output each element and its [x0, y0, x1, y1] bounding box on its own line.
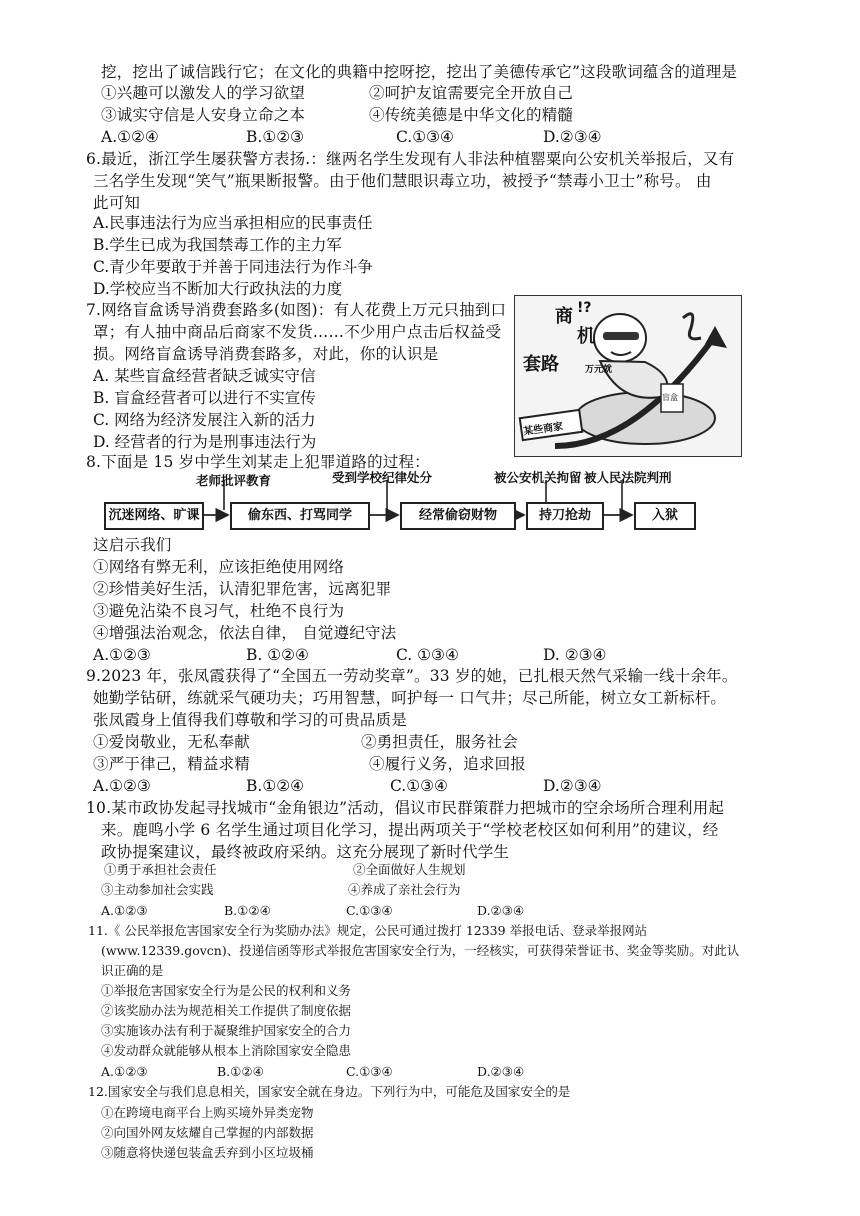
- flow-caption-1: 老师批评教育: [196, 473, 272, 488]
- q11-statement-4: ④发动群众就能够从根本上消除国家安全隐患: [101, 1043, 352, 1058]
- flow-step-3: 经常偷窃财物: [400, 502, 516, 530]
- q6-option-d[interactable]: D.学校应当不断加大行政执法的力度: [93, 280, 343, 298]
- q8-option-c[interactable]: C. ①③④: [396, 646, 459, 664]
- q11-option-b[interactable]: B.①②④: [217, 1064, 264, 1079]
- q10-option-a[interactable]: A.①②③: [101, 903, 148, 918]
- q8-option-b[interactable]: B. ①②④: [246, 646, 309, 664]
- q8-option-a[interactable]: A.①②③: [93, 646, 151, 664]
- q11-option-c[interactable]: C.①③④: [346, 1064, 393, 1079]
- q8-statement-4: ④增强法治观念，依法自律， 自觉遵纪守法: [93, 624, 397, 642]
- q9-stem-line-1: 9.2023 年，张凤霞获得了“全国五一劳动奖章”。33 岁的她，已扎根天然气采输一线十余年。: [86, 667, 738, 685]
- q10-statement-4: ④养成了亲社会行为: [348, 882, 461, 897]
- cartoon-label-3: 套路: [523, 354, 559, 375]
- q9-stem-line-2: 她勤学钻研，练就采气硬功夫；巧用智慧，呵护每一 口气井；尽己所能，树立女工新标杆。: [93, 689, 727, 707]
- q10-option-b[interactable]: B.①②④: [224, 903, 271, 918]
- flow-step-1: 沉迷网络、旷课: [104, 502, 204, 530]
- q9-statement-1: ①爱岗敬业，无私奉献: [93, 733, 251, 751]
- q7-option-c[interactable]: C. 网络为经济发展注入新的活力: [93, 411, 316, 429]
- q5-option-b[interactable]: B.①②③: [246, 128, 305, 146]
- q11-option-d[interactable]: D.②③④: [477, 1064, 525, 1079]
- q8-statement-2: ②珍惜美好生活，认清犯罪危害，远离犯罪: [93, 580, 392, 598]
- q11-option-a[interactable]: A.①②③: [101, 1064, 148, 1079]
- q7-option-a[interactable]: A. 某些盲盒经营者缺乏诚实守信: [93, 367, 316, 385]
- q12-statement-2: ②向国外网友炫耀自己掌握的内部数据: [101, 1125, 314, 1140]
- q5-stem: 挖，挖出了诚信践行它；在文化的典籍中挖呀挖，挖出了美德传承它”这段歌词蕴含的道理是: [101, 63, 738, 81]
- q10-stem-line-3: 政协提案建议，最终被政府采纳。这充分展现了新时代学生: [101, 843, 510, 861]
- flow-step-4: 持刀抢劫: [526, 502, 604, 530]
- cartoon-label-6: 某些商家: [522, 421, 564, 438]
- q5-option-a[interactable]: A.①②④: [101, 128, 159, 146]
- q9-option-d[interactable]: D.②③④: [543, 777, 602, 795]
- flow-caption-3: 被公安机关拘留: [494, 470, 582, 485]
- q11-statement-1: ①举报危害国家安全行为是公民的权利和义务: [101, 983, 352, 998]
- q6-stem-line-3: 此可知: [93, 194, 141, 212]
- q5-statement-4: ④传统美德是中华文化的精髓: [369, 106, 574, 124]
- q7-stem-line-2: 罩；有人抽中商品后商家不发货……不少用户点击后权益受: [93, 323, 502, 341]
- svg-text:!?: !?: [577, 300, 592, 316]
- q9-statement-4: ④履行义务，追求回报: [369, 755, 527, 773]
- flow-caption-4: 被人民法院判刑: [584, 470, 672, 485]
- q9-statement-3: ③严于律己，精益求精: [93, 755, 251, 773]
- q5-statement-2: ②呵护友谊需要完全开放自己: [369, 84, 574, 102]
- q9-option-b[interactable]: B.①②④: [246, 777, 305, 795]
- q10-statement-2: ②全面做好人生规划: [353, 862, 466, 877]
- q9-stem-line-3: 张凤霞身上值得我们尊敬和学习的可贵品质是: [93, 711, 408, 729]
- q5-statement-1: ①兴趣可以激发人的学习欲望: [101, 84, 306, 102]
- q8-stem: 8.下面是 15 岁中学生刘某走上犯罪道路的过程：: [86, 453, 430, 471]
- q8-option-d[interactable]: D. ②③④: [543, 646, 607, 664]
- q10-stem-line-1: 10.某市政协发起寻找城市“金角银边”活动，倡议市民群策群力把城市的空余场所合理利用起: [86, 799, 725, 817]
- q11-statement-3: ③实施该办法有利于凝聚维护国家安全的合力: [101, 1023, 352, 1038]
- q7-option-d[interactable]: D. 经营者的行为是刑事违法行为: [93, 433, 317, 451]
- q7-stem-line-1: 7.网络盲盒诱导消费套路多(如图)：有人花费上万元只抽到口: [86, 301, 507, 319]
- q11-statement-2: ②该奖励办法为规范相关工作提供了制度依据: [101, 1003, 352, 1018]
- flow-caption-2: 受到学校纪律处分: [332, 470, 433, 485]
- q10-statement-3: ③主动参加社会实践: [101, 882, 214, 897]
- cartoon-label-5: 盲盒: [662, 393, 678, 402]
- q5-statement-3: ③诚实守信是人安身立命之本: [101, 106, 306, 124]
- q8-statement-3: ③避免沾染不良习气，杜绝不良行为: [93, 602, 345, 620]
- q12-stem: 12.国家安全与我们息息相关，国家安全就在身边。下列行为中，可能危及国家安全的是: [88, 1084, 571, 1099]
- q10-option-c[interactable]: C.①③④: [346, 903, 393, 918]
- q12-statement-1: ①在跨境电商平台上购买境外异类宠物: [101, 1105, 314, 1120]
- q9-statement-2: ②勇担责任，服务社会: [361, 733, 519, 751]
- q6-stem-line-2: 三名学生发现“笑气”瓶果断报警。由于他们慧眼识毒立功，被授予“禁毒小卫士”称号。 由: [93, 172, 712, 190]
- cartoon-label-1: 商: [555, 306, 573, 327]
- q7-stem-line-3: 损。网络盲盒诱导消费套路多，对此，你的认识是: [93, 345, 439, 363]
- flow-step-2: 偷东西、打骂同学: [230, 502, 370, 530]
- q6-option-a[interactable]: A.民事违法行为应当承担相应的民事责任: [93, 214, 373, 232]
- q8-stem-line-2: 这启示我们: [93, 536, 172, 554]
- q11-stem-line-1: 11.《 公民举报危害国家安全行为奖励办法》规定，公民可通过拨打 12339 举报电话、登录举报网站: [88, 923, 648, 938]
- cartoon-label-4: 万元就: [585, 365, 613, 375]
- q5-option-c[interactable]: C.①③④: [396, 128, 454, 146]
- q10-option-d[interactable]: D.②③④: [477, 903, 525, 918]
- q6-option-c[interactable]: C.青少年要敢于并善于同违法行为作斗争: [93, 258, 373, 276]
- q12-statement-3: ③随意将快递包装盒丢弃到小区垃圾桶: [101, 1145, 314, 1160]
- q7-option-b[interactable]: B. 盲盒经营者可以进行不实宣传: [93, 389, 316, 407]
- q7-cartoon-image: [514, 295, 742, 457]
- q10-stem-line-2: 来。鹿鸣小学 6 名学生通过项目化学习，提出两项关于“学校老校区如何利用”的建议，经: [101, 821, 719, 839]
- q5-option-d[interactable]: D.②③④: [543, 128, 602, 146]
- q9-option-a[interactable]: A.①②③: [93, 777, 151, 795]
- q11-stem-line-3: 识正确的是: [101, 963, 164, 978]
- flow-step-5: 入狱: [634, 502, 696, 530]
- q11-stem-line-2: (www.12339.govcn)、投递信函等形式举报危害国家安全行为，一经核实，可获得荣誉证书、奖金等奖励。对此认: [101, 943, 740, 958]
- cartoon-label-2: 机: [577, 326, 595, 347]
- q9-option-c[interactable]: C.①③④: [390, 777, 448, 795]
- q6-option-b[interactable]: B.学生已成为我国禁毒工作的主力军: [93, 236, 342, 254]
- q6-stem-line-1: 6.最近，浙江学生屡获警方表扬.：继两名学生发现有人非法种植罂粟向公安机关举报后，又有: [86, 150, 735, 168]
- q10-statement-1: ①勇于承担社会责任: [104, 862, 217, 877]
- q8-statement-1: ①网络有弊无利，应该拒绝使用网络: [93, 558, 345, 576]
